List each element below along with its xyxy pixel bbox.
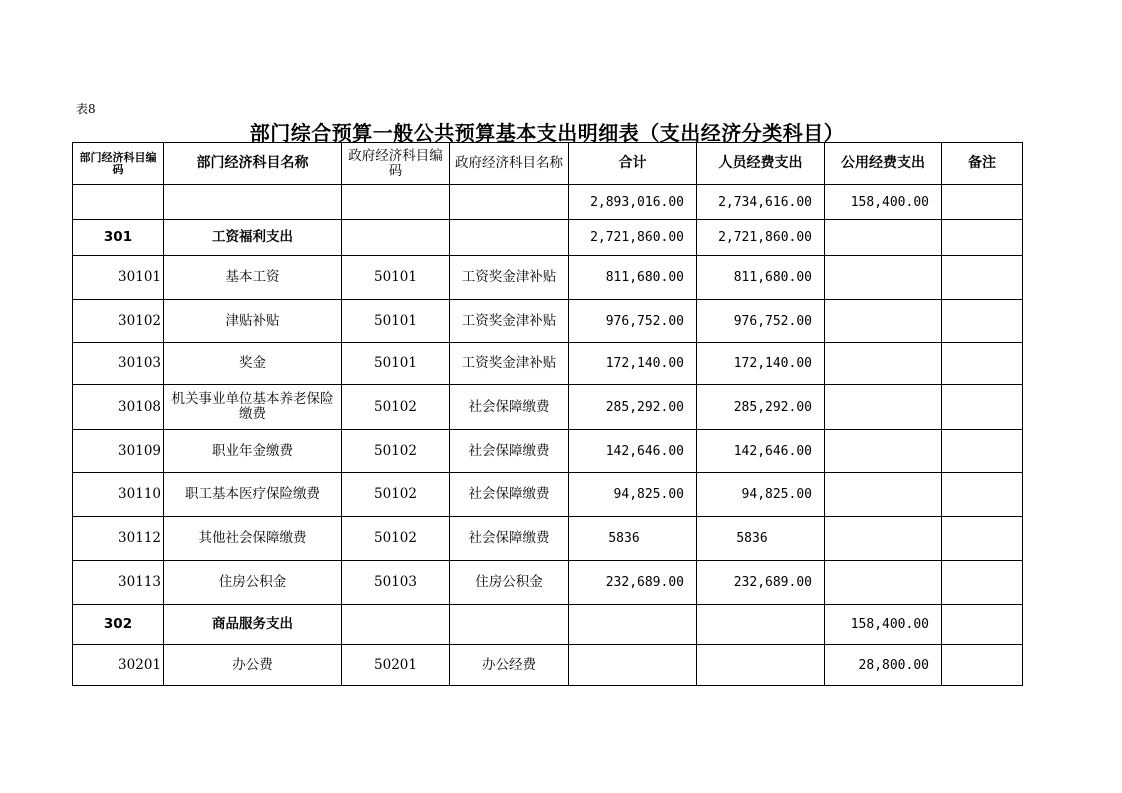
cell-gov-code: 50101 xyxy=(342,343,450,385)
cell-note xyxy=(942,473,1023,517)
cell-total: 5836 xyxy=(569,517,697,561)
cell-total: 172,140.00 xyxy=(569,343,697,385)
cell-gov-name: 社会保障缴费 xyxy=(450,430,569,473)
cell-code: 301 xyxy=(73,220,164,256)
cell-name: 基本工资 xyxy=(164,256,342,300)
cell-total: 976,752.00 xyxy=(569,300,697,343)
cell-gov-name xyxy=(450,185,569,220)
header-total: 合计 xyxy=(569,143,697,185)
header-dept-name: 部门经济科目名称 xyxy=(164,143,342,185)
cell-name: 其他社会保障缴费 xyxy=(164,517,342,561)
cell-name: 奖金 xyxy=(164,343,342,385)
cell-gov-name xyxy=(450,220,569,256)
cell-gov-code: 50103 xyxy=(342,561,450,605)
cell-public xyxy=(825,561,942,605)
cell-personnel: 285,292.00 xyxy=(697,385,825,430)
cell-gov-name: 办公经费 xyxy=(450,645,569,686)
cell-gov-name: 工资奖金津补贴 xyxy=(450,343,569,385)
cell-note xyxy=(942,343,1023,385)
table-row xyxy=(73,561,1023,605)
cell-personnel xyxy=(697,605,825,645)
page-title: 部门综合预算一般公共预算基本支出明细表（支出经济分类科目） xyxy=(249,121,845,145)
table-body xyxy=(73,185,1023,686)
cell-code: 30109 xyxy=(73,430,164,473)
cell-name: 机关事业单位基本养老保险缴费 xyxy=(164,385,342,430)
table-row xyxy=(73,385,1023,430)
cell-gov-code xyxy=(342,185,450,220)
cell-total: 811,680.00 xyxy=(569,256,697,300)
cell-note xyxy=(942,605,1023,645)
table-row xyxy=(73,473,1023,517)
cell-personnel: 172,140.00 xyxy=(697,343,825,385)
cell-personnel: 811,680.00 xyxy=(697,256,825,300)
table-row xyxy=(73,185,1023,220)
cell-code: 30113 xyxy=(73,561,164,605)
cell-name: 津贴补贴 xyxy=(164,300,342,343)
header-personnel: 人员经费支出 xyxy=(697,143,825,185)
cell-gov-name xyxy=(450,605,569,645)
cell-public: 28,800.00 xyxy=(825,645,942,686)
cell-note xyxy=(942,185,1023,220)
cell-total: 232,689.00 xyxy=(569,561,697,605)
cell-name xyxy=(164,185,342,220)
cell-public xyxy=(825,300,942,343)
cell-gov-code xyxy=(342,605,450,645)
cell-personnel: 142,646.00 xyxy=(697,430,825,473)
cell-name: 办公费 xyxy=(164,645,342,686)
cell-personnel xyxy=(697,645,825,686)
cell-gov-code xyxy=(342,220,450,256)
cell-note xyxy=(942,300,1023,343)
cell-personnel: 94,825.00 xyxy=(697,473,825,517)
cell-code: 30201 xyxy=(73,645,164,686)
table-row xyxy=(73,605,1023,645)
cell-gov-name: 工资奖金津补贴 xyxy=(450,256,569,300)
cell-gov-name: 社会保障缴费 xyxy=(450,517,569,561)
cell-personnel: 2,734,616.00 xyxy=(697,185,825,220)
cell-gov-name: 住房公积金 xyxy=(450,561,569,605)
cell-gov-code: 50201 xyxy=(342,645,450,686)
cell-personnel: 976,752.00 xyxy=(697,300,825,343)
cell-total: 2,721,860.00 xyxy=(569,220,697,256)
table-label: 表8 xyxy=(76,102,96,116)
cell-total: 285,292.00 xyxy=(569,385,697,430)
cell-code: 30103 xyxy=(73,343,164,385)
cell-code: 30108 xyxy=(73,385,164,430)
cell-public xyxy=(825,430,942,473)
cell-personnel: 5836 xyxy=(697,517,825,561)
table-row xyxy=(73,300,1023,343)
cell-gov-code: 50102 xyxy=(342,517,450,561)
cell-note xyxy=(942,517,1023,561)
table-row xyxy=(73,430,1023,473)
cell-public xyxy=(825,517,942,561)
header-dept-code: 部门经济科目编码 xyxy=(73,143,164,185)
cell-public xyxy=(825,385,942,430)
cell-code xyxy=(73,185,164,220)
cell-gov-name: 工资奖金津补贴 xyxy=(450,300,569,343)
cell-total: 2,893,016.00 xyxy=(569,185,697,220)
cell-public xyxy=(825,220,942,256)
cell-code: 30102 xyxy=(73,300,164,343)
header-note: 备注 xyxy=(942,143,1023,185)
header-public: 公用经费支出 xyxy=(825,143,942,185)
cell-note xyxy=(942,385,1023,430)
cell-gov-code: 50102 xyxy=(342,385,450,430)
cell-name: 职业年金缴费 xyxy=(164,430,342,473)
cell-gov-name: 社会保障缴费 xyxy=(450,385,569,430)
cell-code: 30101 xyxy=(73,256,164,300)
budget-table xyxy=(72,142,1023,686)
cell-public xyxy=(825,473,942,517)
cell-code: 302 xyxy=(73,605,164,645)
table-row xyxy=(73,220,1023,256)
cell-gov-code: 50102 xyxy=(342,473,450,517)
table-row xyxy=(73,517,1023,561)
cell-public: 158,400.00 xyxy=(825,605,942,645)
cell-note xyxy=(942,220,1023,256)
cell-note xyxy=(942,561,1023,605)
cell-code: 30110 xyxy=(73,473,164,517)
table-row xyxy=(73,645,1023,686)
header-gov-code: 政府经济科目编码 xyxy=(342,143,450,185)
cell-gov-code: 50101 xyxy=(342,256,450,300)
header-gov-name: 政府经济科目名称 xyxy=(450,143,569,185)
cell-name: 工资福利支出 xyxy=(164,220,342,256)
cell-note xyxy=(942,430,1023,473)
cell-public xyxy=(825,256,942,300)
cell-total: 94,825.00 xyxy=(569,473,697,517)
cell-name: 职工基本医疗保险缴费 xyxy=(164,473,342,517)
cell-gov-code: 50102 xyxy=(342,430,450,473)
cell-gov-code: 50101 xyxy=(342,300,450,343)
cell-code: 30112 xyxy=(73,517,164,561)
cell-name: 商品服务支出 xyxy=(164,605,342,645)
table-row xyxy=(73,256,1023,300)
cell-note xyxy=(942,645,1023,686)
cell-gov-name: 社会保障缴费 xyxy=(450,473,569,517)
cell-note xyxy=(942,256,1023,300)
cell-personnel: 232,689.00 xyxy=(697,561,825,605)
cell-personnel: 2,721,860.00 xyxy=(697,220,825,256)
cell-total xyxy=(569,645,697,686)
cell-total: 142,646.00 xyxy=(569,430,697,473)
cell-public xyxy=(825,343,942,385)
cell-name: 住房公积金 xyxy=(164,561,342,605)
table-row xyxy=(73,343,1023,385)
header-row xyxy=(73,143,1023,185)
cell-public: 158,400.00 xyxy=(825,185,942,220)
cell-total xyxy=(569,605,697,645)
